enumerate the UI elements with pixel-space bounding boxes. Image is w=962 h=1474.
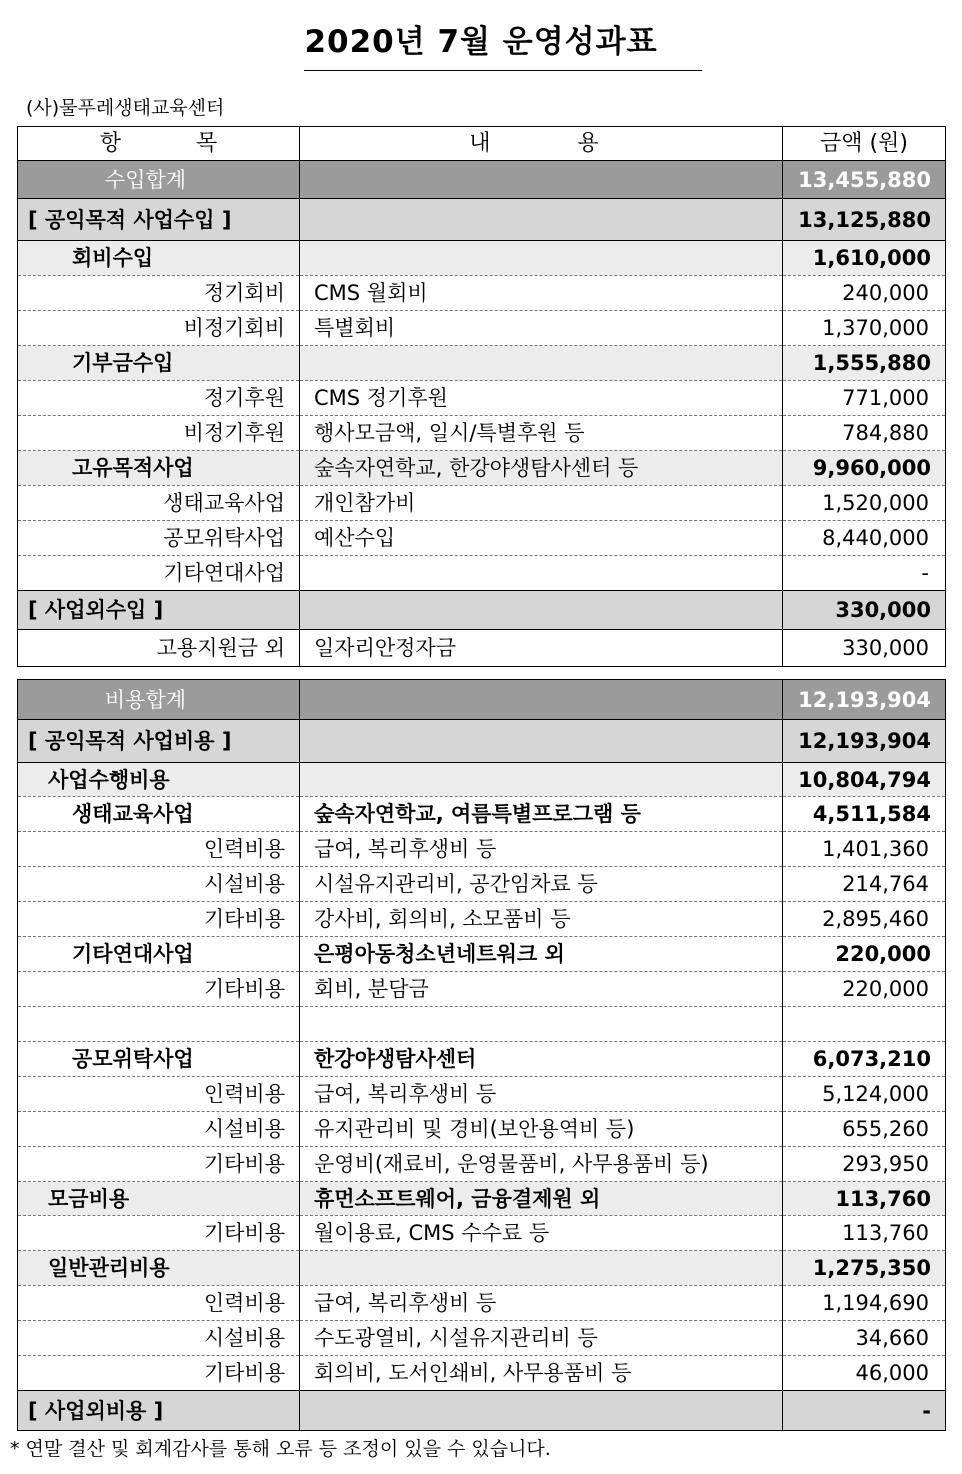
row-content: 개인참가비: [300, 486, 783, 521]
table-row: [18, 1356, 946, 1391]
row-label: 고유목적사업: [18, 451, 300, 486]
table-row: [18, 630, 946, 667]
row-label: 일반관리비용: [18, 1251, 300, 1286]
row-label: 수입합계: [18, 161, 300, 199]
row-amount: -: [783, 556, 946, 591]
row-content: 강사비, 회의비, 소모품비 등: [300, 902, 783, 937]
row-label: 인력비용: [18, 1077, 300, 1112]
row-content: [300, 346, 783, 381]
section-row: [18, 1391, 946, 1431]
row-amount: 1,275,350: [783, 1251, 946, 1286]
title-underline: [304, 70, 702, 71]
income-table: [17, 126, 946, 667]
row-content: 급여, 복리후생비 등: [300, 1077, 783, 1112]
row-content: 은평아동청소년네트워크 외: [300, 937, 783, 972]
row-amount: 34,660: [783, 1321, 946, 1356]
group-row: [18, 763, 946, 797]
row-content: 월이용료, CMS 수수료 등: [300, 1216, 783, 1251]
row-amount: 113,760: [783, 1216, 946, 1251]
row-label: 고용지원금 외: [18, 630, 300, 667]
row-label: 회비수입: [18, 241, 300, 276]
header-amount: 금액 (원): [783, 127, 946, 161]
row-label: 인력비용: [18, 832, 300, 867]
row-label: 생태교육사업: [18, 486, 300, 521]
table-row: [18, 1286, 946, 1321]
row-label: 생태교육사업: [18, 797, 300, 832]
group-row: [18, 1251, 946, 1286]
row-amount: 4,511,584: [783, 797, 946, 832]
row-content: [300, 680, 783, 720]
row-amount: 1,610,000: [783, 241, 946, 276]
table-row: [18, 867, 946, 902]
row-amount: 1,520,000: [783, 486, 946, 521]
row-amount: 1,555,880: [783, 346, 946, 381]
row-content: 한강야생탐사센터: [300, 1042, 783, 1077]
row-amount: 13,455,880: [783, 161, 946, 199]
row-content: 휴먼소프트웨어, 금융결제원 외: [300, 1182, 783, 1216]
table-row: [18, 1112, 946, 1147]
blank-cell: [300, 1007, 783, 1042]
row-content: [300, 763, 783, 797]
group-row: [18, 451, 946, 486]
row-label: 시설비용: [18, 1321, 300, 1356]
row-label: 공모위탁사업: [18, 521, 300, 556]
row-amount: 113,760: [783, 1182, 946, 1216]
row-amount: 2,895,460: [783, 902, 946, 937]
row-content: CMS 월회비: [300, 276, 783, 311]
row-content: 예산수입: [300, 521, 783, 556]
row-content: 숲속자연학교, 한강야생탐사센터 등: [300, 451, 783, 486]
row-content: [300, 591, 783, 630]
row-content: [300, 199, 783, 241]
row-label: [ 사업외수입 ]: [18, 591, 300, 630]
header-item: 항 목: [18, 127, 300, 161]
row-content: 수도광열비, 시설유지관리비 등: [300, 1321, 783, 1356]
row-content: CMS 정기후원: [300, 381, 783, 416]
row-label: 기부금수입: [18, 346, 300, 381]
row-content: [300, 161, 783, 199]
row-amount: 214,764: [783, 867, 946, 902]
row-content: 회의비, 도서인쇄비, 사무용품비 등: [300, 1356, 783, 1391]
row-content: 유지관리비 및 경비(보안용역비 등): [300, 1112, 783, 1147]
row-amount: 330,000: [783, 630, 946, 667]
row-amount: 784,880: [783, 416, 946, 451]
group-row: [18, 1182, 946, 1216]
row-amount: 8,440,000: [783, 521, 946, 556]
row-content: 행사모금액, 일시/특별후원 등: [300, 416, 783, 451]
row-amount: 12,193,904: [783, 680, 946, 720]
row-amount: 46,000: [783, 1356, 946, 1391]
row-amount: 1,401,360: [783, 832, 946, 867]
row-content: 일자리안정자금: [300, 630, 783, 667]
row-content: 시설유지관리비, 공간임차료 등: [300, 867, 783, 902]
page-title: 2020년 7월 운영성과표: [304, 24, 658, 60]
section-row: [18, 591, 946, 630]
table-row: [18, 311, 946, 346]
row-amount: -: [783, 1391, 946, 1431]
row-label: 기타연대사업: [18, 937, 300, 972]
table-header-row: [18, 127, 946, 161]
row-content: 급여, 복리후생비 등: [300, 1286, 783, 1321]
blank-row: [18, 1007, 946, 1042]
row-content: 급여, 복리후생비 등: [300, 832, 783, 867]
row-amount: 9,960,000: [783, 451, 946, 486]
row-label: 비정기회비: [18, 311, 300, 346]
table-row: [18, 972, 946, 1007]
row-amount: 240,000: [783, 276, 946, 311]
row-content: [300, 720, 783, 763]
row-label: 기타비용: [18, 902, 300, 937]
group-row: [18, 937, 946, 972]
row-label: 시설비용: [18, 1112, 300, 1147]
row-label: 사업수행비용: [18, 763, 300, 797]
row-content: [300, 1251, 783, 1286]
expense-table: [17, 679, 946, 1431]
row-amount: 655,260: [783, 1112, 946, 1147]
row-label: 공모위탁사업: [18, 1042, 300, 1077]
row-amount: 771,000: [783, 381, 946, 416]
row-label: 기타연대사업: [18, 556, 300, 591]
section-row: [18, 199, 946, 241]
row-amount: 1,194,690: [783, 1286, 946, 1321]
table-row: [18, 416, 946, 451]
income-total-row: [18, 161, 946, 199]
table-row: [18, 1321, 946, 1356]
row-label: 시설비용: [18, 867, 300, 902]
table-row: [18, 556, 946, 591]
group-row: [18, 241, 946, 276]
organization-name: (사)물푸레생태교육센터: [26, 97, 225, 119]
table-row: [18, 1077, 946, 1112]
footnote: * 연말 결산 및 회계감사를 통해 오류 등 조정이 있을 수 있습니다.: [10, 1438, 551, 1460]
row-amount: 220,000: [783, 972, 946, 1007]
row-amount: 220,000: [783, 937, 946, 972]
blank-cell: [783, 1007, 946, 1042]
group-row: [18, 1042, 946, 1077]
group-row: [18, 797, 946, 832]
row-label: 인력비용: [18, 1286, 300, 1321]
group-row: [18, 346, 946, 381]
row-content: 운영비(재료비, 운영물품비, 사무용품비 등): [300, 1147, 783, 1182]
row-amount: 12,193,904: [783, 720, 946, 763]
row-amount: 10,804,794: [783, 763, 946, 797]
row-content: 회비, 분담금: [300, 972, 783, 1007]
row-label: [ 사업외비용 ]: [18, 1391, 300, 1431]
table-row: [18, 902, 946, 937]
row-content: [300, 241, 783, 276]
row-label: 기타비용: [18, 1356, 300, 1391]
table-row: [18, 521, 946, 556]
table-row: [18, 1147, 946, 1182]
table-row: [18, 381, 946, 416]
row-amount: 13,125,880: [783, 199, 946, 241]
table-row: [18, 276, 946, 311]
row-label: [ 공익목적 사업비용 ]: [18, 720, 300, 763]
row-amount: 293,950: [783, 1147, 946, 1182]
row-amount: 6,073,210: [783, 1042, 946, 1077]
row-amount: 330,000: [783, 591, 946, 630]
row-label: 기타비용: [18, 1147, 300, 1182]
row-label: 정기회비: [18, 276, 300, 311]
row-content: [300, 1391, 783, 1431]
table-row: [18, 1216, 946, 1251]
row-content: [300, 556, 783, 591]
row-content: 숲속자연학교, 여름특별프로그램 등: [300, 797, 783, 832]
row-label: 기타비용: [18, 972, 300, 1007]
row-content: 특별회비: [300, 311, 783, 346]
expense-total-row: [18, 680, 946, 720]
table-row: [18, 486, 946, 521]
row-label: [ 공익목적 사업수입 ]: [18, 199, 300, 241]
section-row: [18, 720, 946, 763]
row-label: 기타비용: [18, 1216, 300, 1251]
header-content: 내 용: [300, 127, 783, 161]
blank-cell: [18, 1007, 300, 1042]
row-amount: 1,370,000: [783, 311, 946, 346]
row-amount: 5,124,000: [783, 1077, 946, 1112]
row-label: 정기후원: [18, 381, 300, 416]
row-label: 비용합계: [18, 680, 300, 720]
table-row: [18, 832, 946, 867]
row-label: 비정기후원: [18, 416, 300, 451]
row-label: 모금비용: [18, 1182, 300, 1216]
